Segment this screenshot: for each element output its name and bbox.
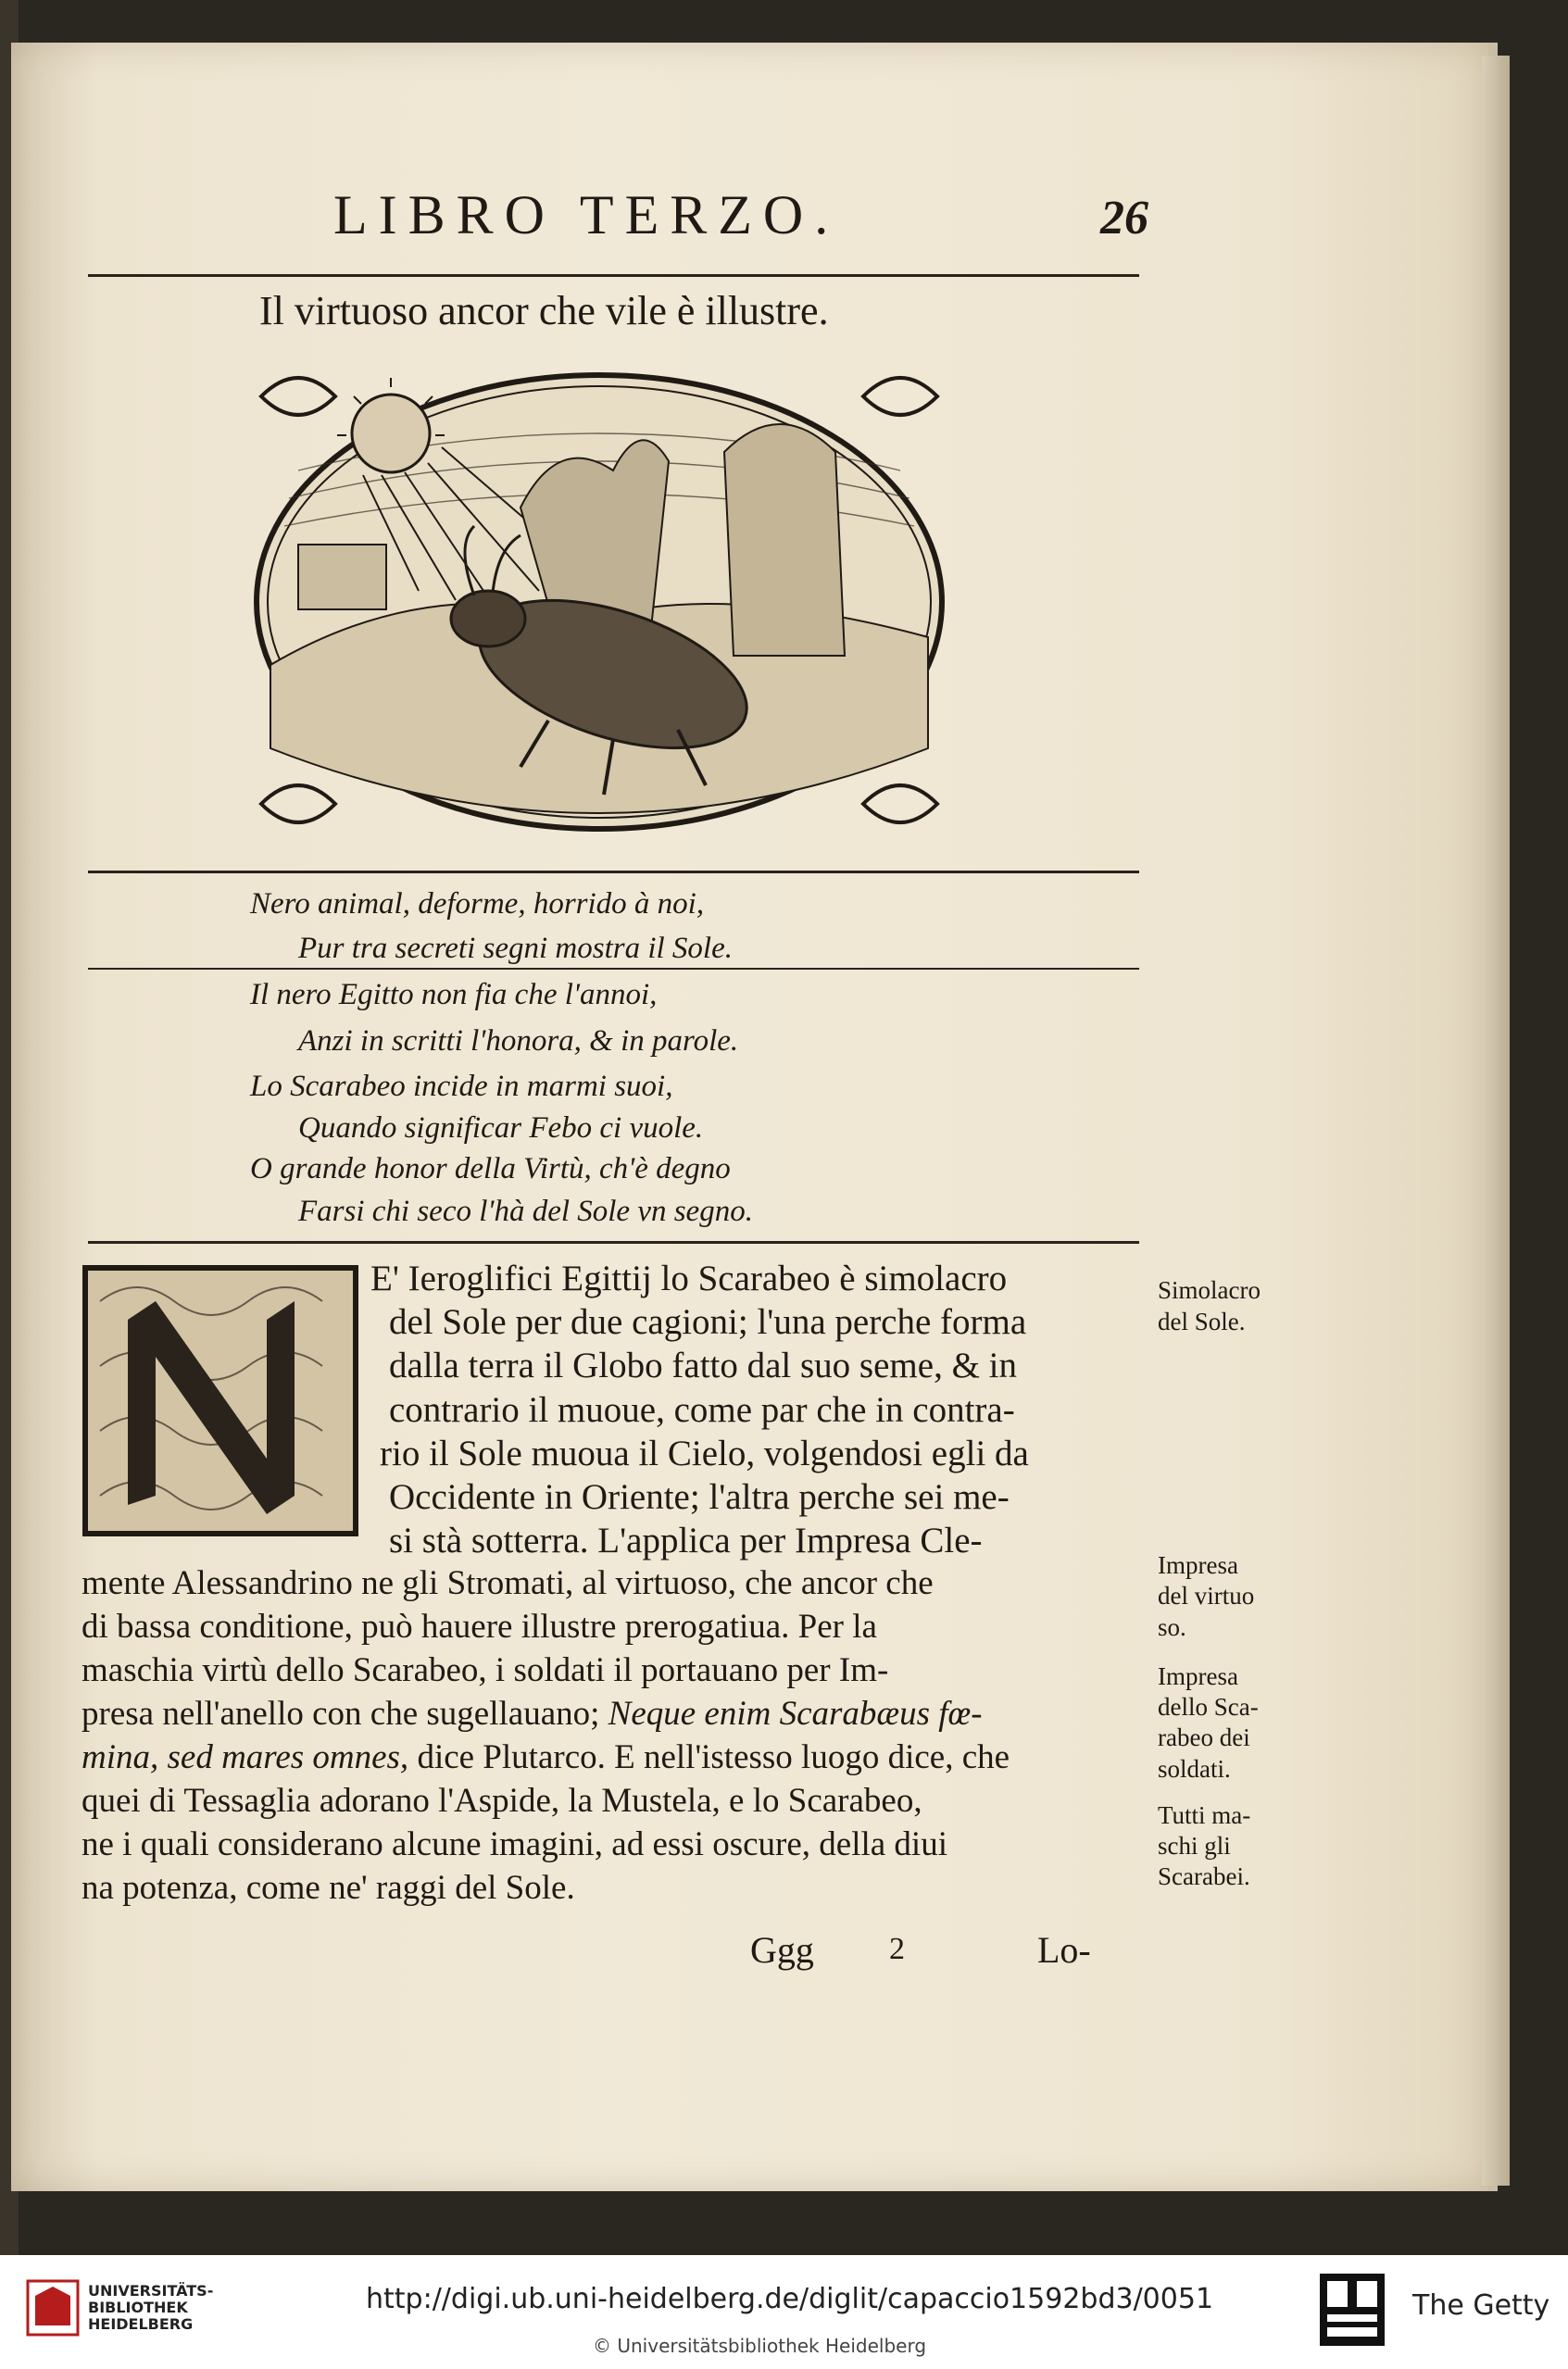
body-line-9: di bassa conditione, può hauere illustre prerogatiua. Per la [82,1608,877,1646]
body-line-12-italic: mina, sed mares omnes, [82,1738,409,1776]
body-line-3: dalla terra il Globo fatto dal suo seme, & in [389,1346,1017,1385]
body-line-14: ne i quali considerano alcune imagini, ad essi oscure, della diui [82,1825,947,1863]
body-line-1: E' Ieroglifici Egittij lo Scarabeo è simolacro [370,1259,1008,1298]
header-rule [88,274,1139,277]
emblem-rule [88,871,1139,873]
margin-note: dello Sca- [1158,1693,1259,1721]
verse-line-5: Lo Scarabeo incide in marmi suoi, [250,1070,673,1103]
woodcut-emblem [243,359,956,846]
verse-line-6: Quando significar Febo ci vuole. [298,1111,704,1145]
margin-note: schi gli [1158,1832,1231,1860]
permalink[interactable]: http://digi.ub.uni-heidelberg.de/diglit/capaccio1592bd3/0051 [366,2283,1214,2315]
body-line-10: maschia virtù dello Scarabeo, i soldati il portauano per Im- [82,1651,889,1689]
body-line-7: si stà sotterra. L'applica per Impresa Cle- [389,1521,983,1561]
town-building [298,545,386,609]
body-line-4: contrario il muoue, come par che in contra- [389,1390,1015,1430]
body-line-12-roman: dice Plutarco. E nell'istesso luogo dice, che [417,1738,1010,1776]
margin-note: rabeo dei [1158,1723,1250,1751]
getty-logo-icon [1320,2274,1385,2346]
verse-rule [88,968,1139,970]
verse-line-4: Anzi in scritti l'honora, & in parole. [298,1024,739,1058]
verse-line-7: O grande honor della Virtù, ch'è degno [250,1152,731,1185]
signature-mark: Ggg [750,1929,814,1971]
margin-note: Scarabei. [1158,1862,1250,1890]
body-line-8: mente Alessandrino ne gli Stromati, al virtuoso, che ancor che [82,1564,934,1602]
library-name [88,2283,213,2333]
body-rule [88,1241,1139,1244]
partner-name: The Getty [1412,2289,1550,2322]
margin-note: Impresa [1158,1551,1238,1579]
emblem-motto: Il virtuoso ancor che vile è illustre. [259,288,829,333]
margin-note: del Sole. [1158,1308,1246,1335]
copyright-notice: © Universitätsbibliothek Heidelberg [593,2335,927,2357]
verse-line-8: Farsi chi seco l'hà del Sole vn segno. [298,1195,753,1228]
body-line-2: del Sole per due cagioni; l'una perche forma [389,1302,1027,1342]
margin-note: del virtuo [1158,1582,1255,1610]
signature-number: 2 [889,1932,905,1966]
vine-trellis [724,424,845,656]
body-line-5: rio il Sole muoua il Cielo, volgendosi egli da [380,1434,1029,1473]
body-line-11-italic: Neque enim Scarabæus fœ- [608,1695,983,1733]
folio-number: 26 [1100,192,1148,244]
page-edge [1482,56,1510,2186]
margin-note: Simolacro [1158,1276,1261,1304]
viewer-footer [0,2255,1568,2369]
library-name-line: BIBLIOTHEK [88,2299,188,2316]
body-line-15: na potenza, come ne' raggi del Sole. [82,1869,575,1907]
margin-note: Impresa [1158,1662,1238,1690]
university-library-logo-icon [26,2279,80,2337]
body-line-13: quei di Tessaglia adorano l'Aspide, la Mustela, e lo Scarabeo, [82,1782,922,1820]
verse-line-3: Il nero Egitto non fia che l'annoi, [250,978,658,1011]
body-line-12 [82,1737,1010,1777]
body-line-6: Occidente in Oriente; l'altra perche sei me- [389,1477,1010,1517]
margin-note: Tutti ma- [1158,1801,1251,1829]
running-title: LIBRO TERZO. [333,184,840,245]
verse-line-1: Nero animal, deforme, horrido à noi, [250,887,705,921]
margin-note: so. [1158,1613,1186,1641]
library-name-line: HEIDELBERG [88,2315,194,2333]
margin-note: soldati. [1158,1755,1231,1783]
drop-cap-N [82,1264,359,1537]
body-line-11-roman: presa nell'anello con che sugellauano; [82,1695,600,1733]
library-name-line: UNIVERSITÄTS- [88,2282,214,2300]
body-line-11 [82,1694,983,1734]
verse-line-2: Pur tra secreti segni mostra il Sole. [298,932,733,965]
catchword: Lo- [1037,1929,1091,1971]
